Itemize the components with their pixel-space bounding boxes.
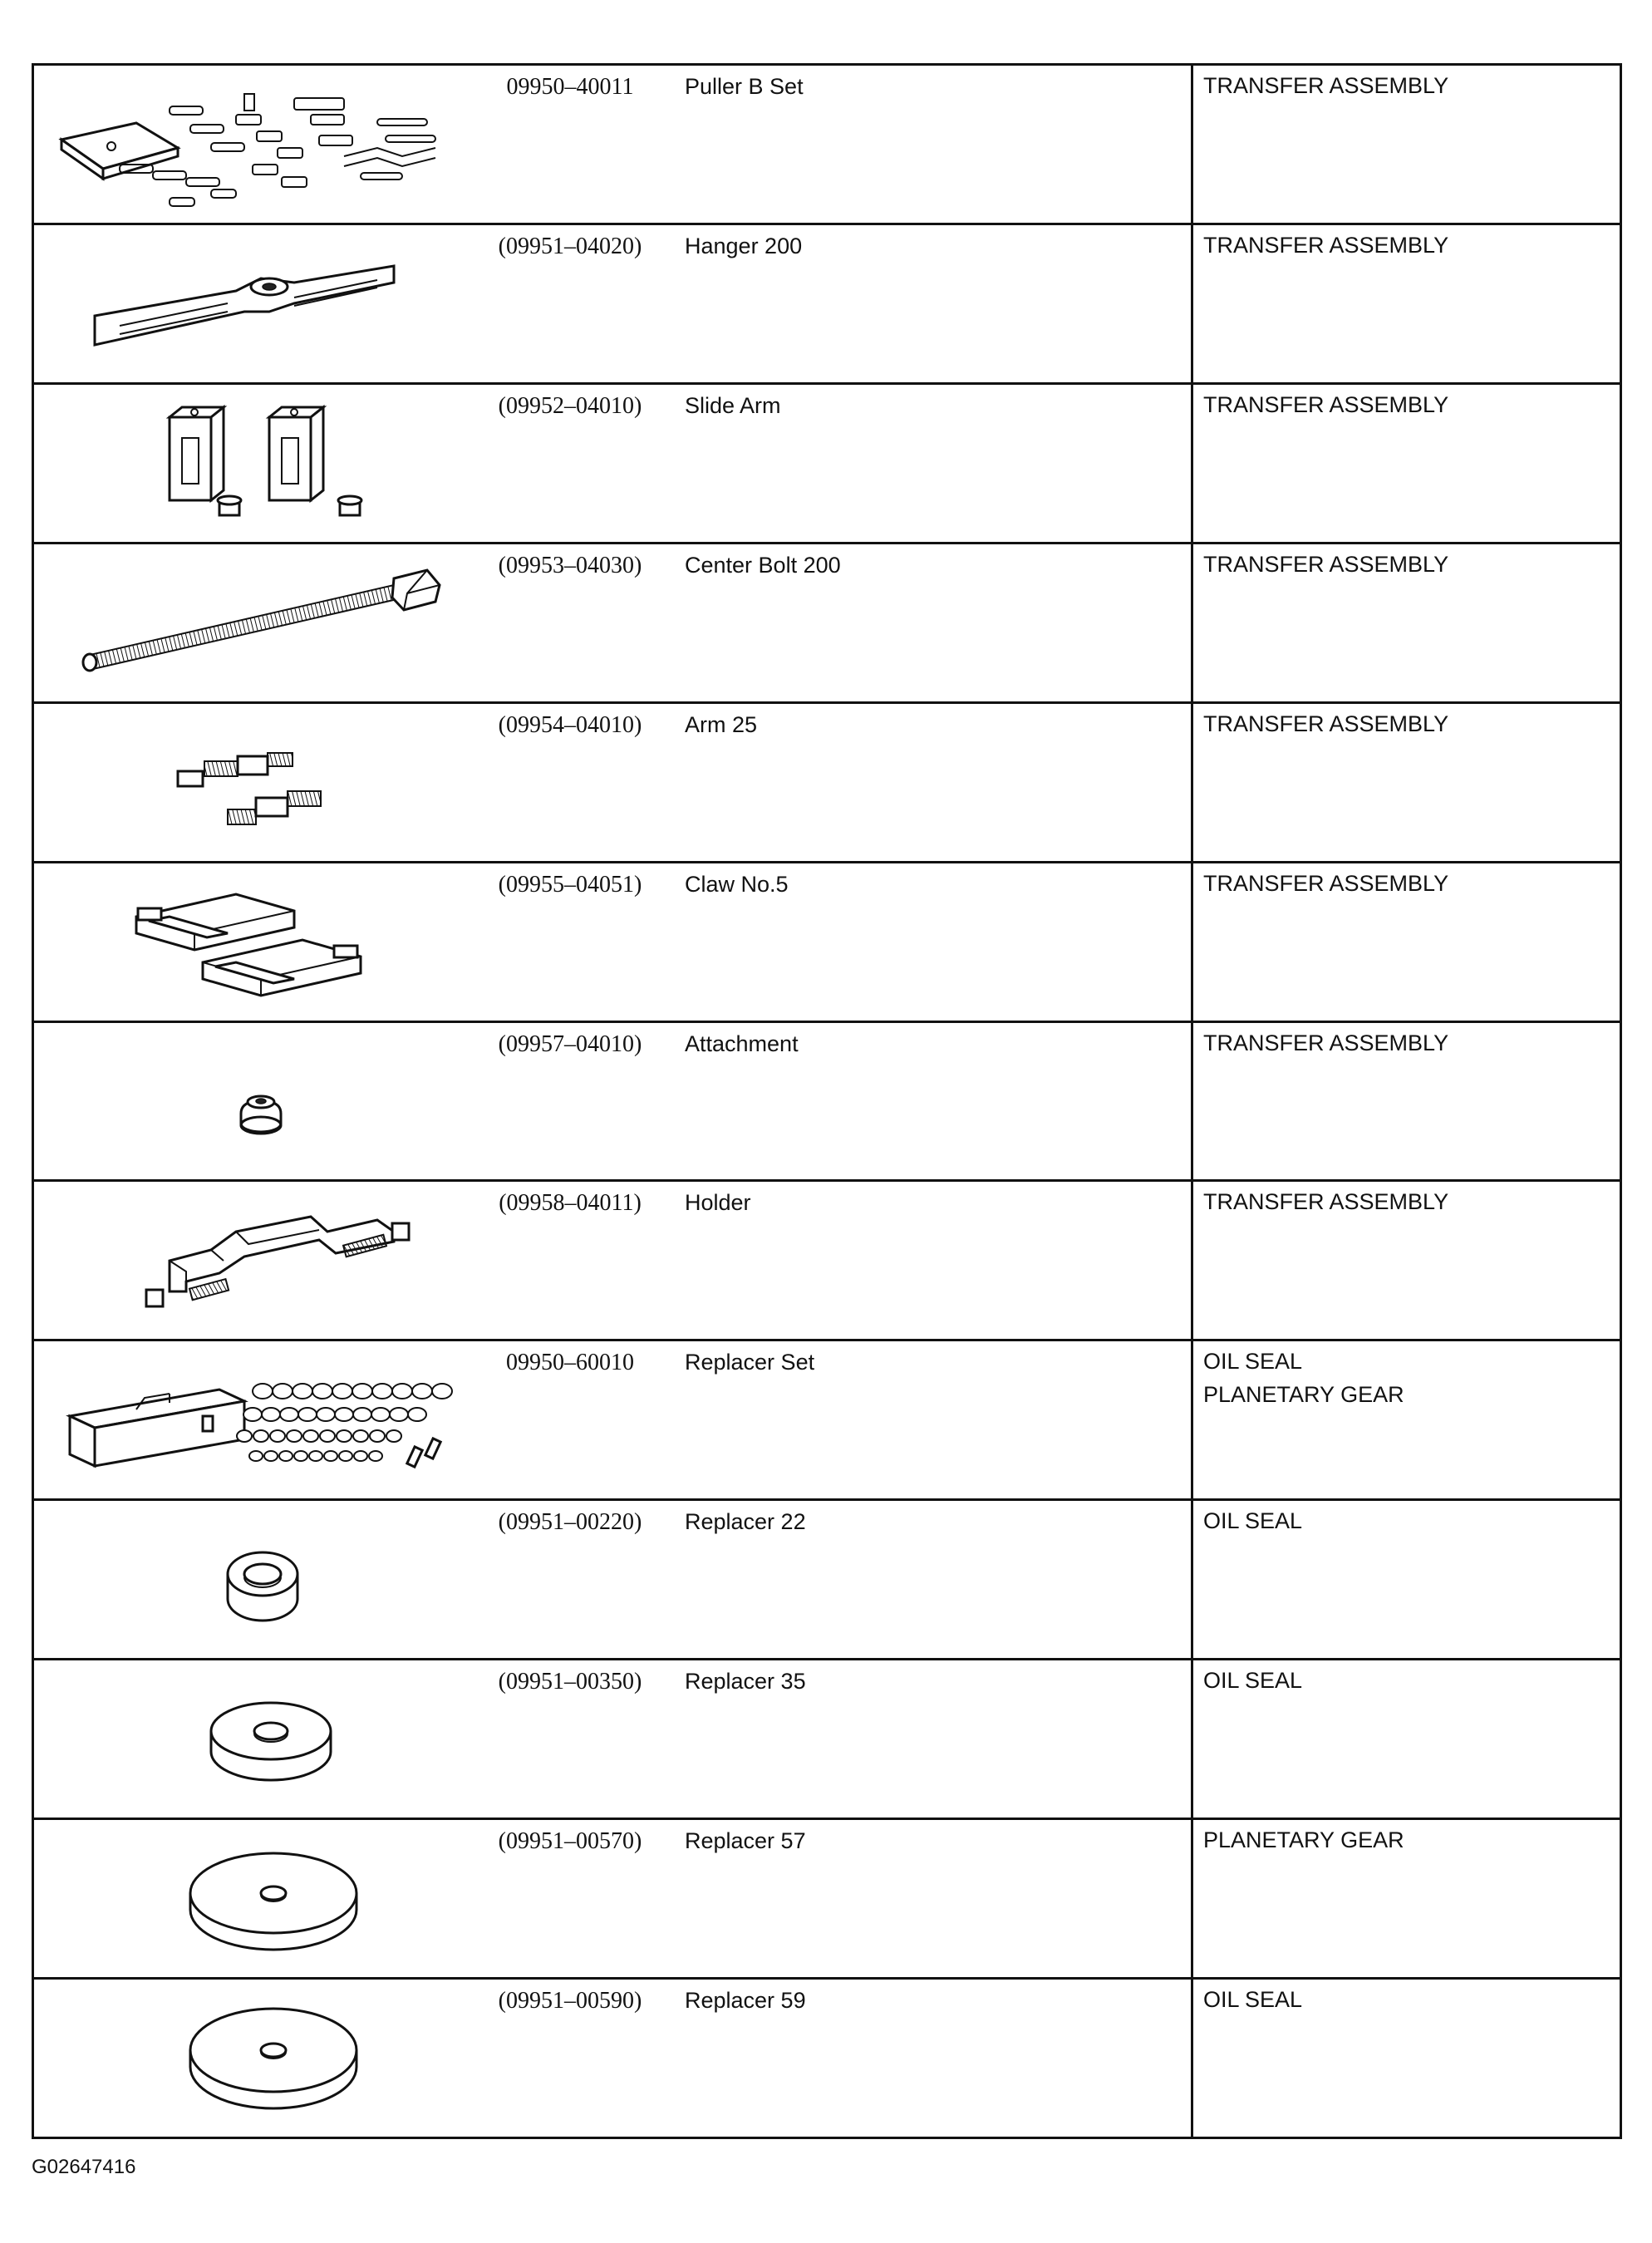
slide-arm-icon [34,385,470,542]
application-text: PLANETARY GEAR [1203,1382,1404,1408]
table-row [34,1182,1620,1341]
applications [1193,1820,1620,1977]
table-row [34,863,1620,1023]
replacer-57-icon [34,1820,470,1977]
attachment-icon [34,1023,470,1180]
applications [1193,66,1620,223]
table-row [34,1023,1620,1183]
table-row [34,1820,1620,1980]
part-number: 09950–60010 [506,1350,634,1376]
replacer-22-icon [34,1501,470,1658]
special-tools-table [32,63,1622,2139]
part-name: Center Bolt 200 [670,544,1193,701]
application-text: TRANSFER ASSEMBLY [1203,870,1449,896]
holder-icon [34,1182,470,1339]
part-name: Claw No.5 [670,863,1193,1021]
table-row [34,225,1620,385]
applications [1193,1660,1620,1818]
part-name: Puller B Set [670,66,1193,223]
application-text: TRANSFER ASSEMBLY [1203,551,1449,577]
application-text: OIL SEAL [1203,1508,1303,1534]
part-number: (09951–04020) [498,233,642,259]
table-row [34,544,1620,704]
part-name: Replacer 22 [670,1501,1193,1658]
application-text: TRANSFER ASSEMBLY [1203,73,1449,98]
claw-icon [34,863,470,1021]
applications [1193,544,1620,701]
replacer-35-icon [34,1660,470,1818]
figure-id: G02647416 [32,2156,136,2178]
table-row [34,385,1620,544]
application-text: OIL SEAL [1203,1349,1303,1375]
part-number: (09958–04011) [499,1190,642,1217]
application-text: OIL SEAL [1203,1987,1303,2013]
table-row [34,1341,1620,1501]
part-number: (09955–04051) [498,871,642,898]
part-name: Hanger 200 [670,225,1193,382]
center-bolt-icon [34,544,470,701]
applications [1193,863,1620,1021]
application-text: TRANSFER ASSEMBLY [1203,391,1449,417]
arm-icon [34,704,470,861]
part-name: Arm 25 [670,704,1193,861]
application-text: TRANSFER ASSEMBLY [1203,711,1449,736]
part-name: Replacer 35 [670,1660,1193,1818]
application-text: TRANSFER ASSEMBLY [1203,1030,1449,1055]
replacer-set-icon [34,1341,470,1498]
application-text: OIL SEAL [1203,1668,1303,1694]
part-number: 09950–40011 [506,74,634,100]
part-number: (09952–04010) [498,392,642,419]
table-row [34,704,1620,863]
application-text: TRANSFER ASSEMBLY [1203,232,1449,258]
applications [1193,1182,1620,1339]
table-row [34,1660,1620,1820]
applications [1193,385,1620,542]
part-name: Holder [670,1182,1193,1339]
applications [1193,225,1620,382]
applications [1193,1501,1620,1658]
part-name: Slide Arm [670,385,1193,542]
part-number: (09957–04010) [498,1031,642,1057]
part-name: Replacer Set [670,1341,1193,1498]
applications [1193,1023,1620,1180]
part-name: Attachment [670,1023,1193,1180]
puller-b-set-icon [34,66,470,223]
application-text: TRANSFER ASSEMBLY [1203,1189,1449,1215]
table-row [34,1980,1620,2137]
table-row [34,1501,1620,1660]
part-name: Replacer 57 [670,1820,1193,1977]
application-text: PLANETARY GEAR [1203,1827,1404,1853]
part-number: (09954–04010) [498,711,642,738]
applications [1193,1341,1620,1498]
applications [1193,704,1620,861]
part-number: (09951–00570) [498,1828,642,1855]
part-number: (09951–00350) [498,1669,642,1695]
part-number: (09951–00220) [498,1509,642,1536]
part-name: Replacer 59 [670,1980,1193,2137]
hanger-icon [34,225,470,382]
replacer-59-icon [34,1980,470,2137]
applications [1193,1980,1620,2137]
part-number: (09951–00590) [498,1988,642,2014]
part-number: (09953–04030) [498,552,642,578]
table-row [34,66,1620,225]
